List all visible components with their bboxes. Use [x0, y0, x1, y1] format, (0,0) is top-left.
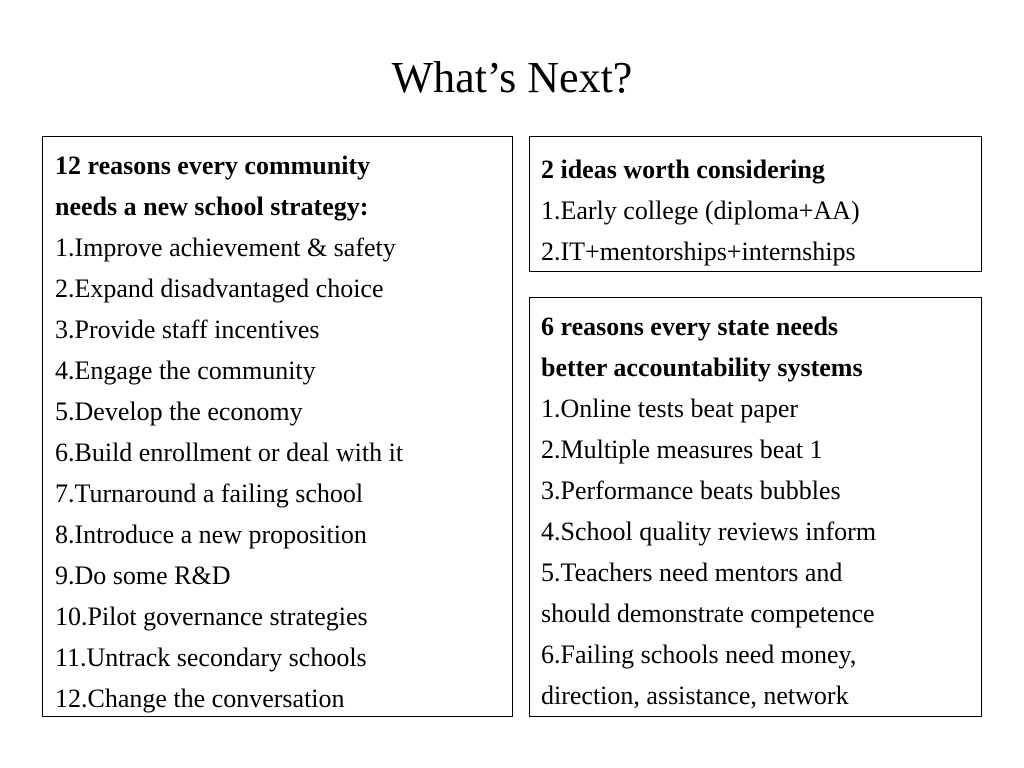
list-item: 2.IT+mentorships+internships [541, 237, 856, 266]
list-item: 6.Build enrollment or deal with it [55, 438, 404, 467]
list-item: 1.Improve achievement & safety [55, 233, 396, 262]
ideas-heading: 2 ideas worth considering [541, 155, 825, 184]
accountability-box [529, 297, 982, 717]
ideas-list [541, 190, 981, 272]
list-item: 12.Change the conversation [55, 684, 345, 713]
community-strategy-box [42, 136, 513, 717]
list-item: 4.School quality reviews inform [541, 517, 877, 546]
list-item: 10.Pilot governance strategies [55, 602, 368, 631]
list-item: 9.Do some R&D [55, 561, 231, 590]
list-item: 3.Performance beats bubbles [541, 476, 841, 505]
accountability-heading: 6 reasons every state needs better accountability systems [541, 312, 863, 382]
list-item: 7.Turnaround a failing school [55, 479, 364, 508]
list-item: 5.Develop the economy [55, 397, 303, 426]
list-item: 11.Untrack secondary schools [55, 643, 367, 672]
list-item: 6.Failing schools need money, direction, assistance, network [541, 640, 857, 710]
list-item: 2.Expand disadvantaged choice [55, 274, 384, 303]
list-item: 5.Teachers need mentors and should demonstrate competence [541, 558, 875, 628]
community-strategy-list [55, 227, 512, 719]
list-item: 8.Introduce a new proposition [55, 520, 367, 549]
accountability-list [541, 388, 981, 716]
ideas-box [529, 136, 982, 272]
list-item: 1.Online tests beat paper [541, 394, 799, 423]
list-item: 1.Early college (diploma+AA) [541, 196, 860, 225]
list-item: 4.Engage the community [55, 356, 316, 385]
list-item: 3.Provide staff incentives [55, 315, 320, 344]
list-item: 2.Multiple measures beat 1 [541, 435, 823, 464]
slide-title: What’s Next? [391, 53, 633, 102]
community-strategy-heading: 12 reasons every community needs a new school strategy: [55, 151, 371, 221]
